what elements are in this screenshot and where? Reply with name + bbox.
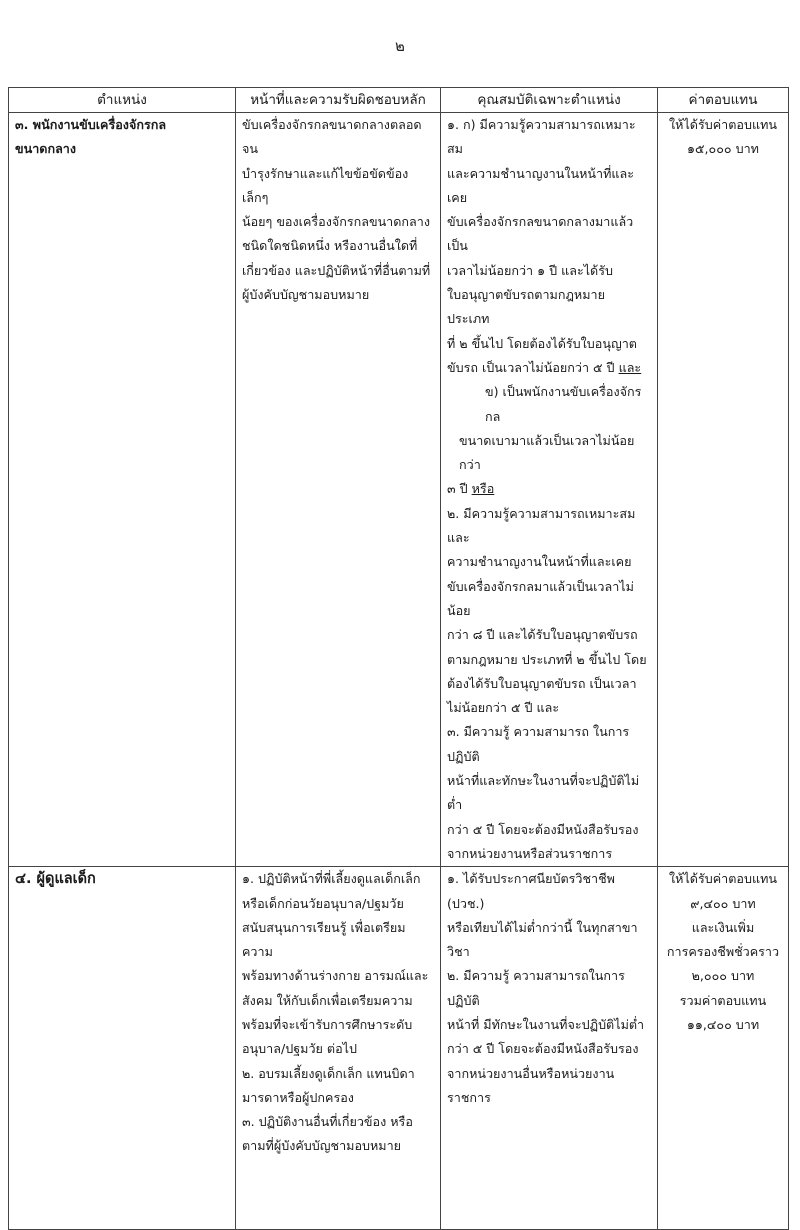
- compensation-line: และเงินเพิ่ม: [691, 919, 755, 935]
- qualification-line: ที่ ๒ ขึ้นไป โดยต้องได้รับใบอนุญาต: [447, 335, 637, 351]
- duty-line: ตามที่ผู้บังคับบัญชามอบหมาย: [242, 1138, 402, 1154]
- qualification-line: ๑. ได้รับประกาศนียบัตรวิชาชีพ (ปวช.): [447, 871, 615, 911]
- qualification-line: ขับเครื่องจักรกลขนาดกลางมาแล้วเป็น: [447, 214, 634, 254]
- header-duties: หน้าที่และความรับผิดชอบหลัก: [236, 88, 441, 113]
- qualification-text: ขับรถ เป็นเวลาไม่น้อยกว่า ๕ ปี: [447, 359, 615, 375]
- qualification-line: ๑. ก) มีความรู้ความสามารถเหมาะสม: [447, 117, 636, 157]
- qualification-line: หรือเทียบได้ไม่ต่ำกว่านี้ ในทุกสาขาวิชา: [447, 919, 638, 960]
- duty-line: พร้อมทางด้านร่างกาย อารมณ์และ: [242, 968, 429, 984]
- table-header-row: [9, 88, 789, 113]
- compensation-line: รวมค่าตอบแทน: [679, 992, 767, 1008]
- qualification-line: ใบอนุญาตขับรถตามกฎหมาย ประเภท: [447, 287, 605, 327]
- compensation-total: ๑๑,๔๐๐ บาท: [686, 1016, 760, 1032]
- qualification-line: [447, 477, 651, 501]
- compensation-line: ให้ได้รับค่าตอบแทน: [669, 117, 777, 132]
- duty-line: ชนิดใดชนิดหนึ่ง หรืองานอื่นใดที่: [242, 238, 418, 254]
- duty-line: ผู้บังคับบัญชามอบหมาย: [242, 287, 370, 303]
- duty-line: บำรุงรักษาและแก้ไขข้อขัดข้องเล็กๆ: [242, 165, 409, 205]
- header-compensation: ค่าตอบแทน: [658, 88, 789, 113]
- qualification-line: กว่า ๕ ปี โดยจะต้องมีหนังสือรับรอง: [447, 1041, 639, 1057]
- duty-line: ๒. อบรมเลี้ยงดูเด็กเล็ก แทนบิดา: [242, 1065, 415, 1081]
- qualification-line: เวลาไม่น้อยกว่า ๑ ปี และได้รับ: [447, 262, 613, 278]
- qualification-line: หน้าที่ มีทักษะในงานที่จะปฏิบัติไม่ต่ำ: [447, 1016, 645, 1032]
- duty-line: มารดาหรือผู้ปกครอง: [242, 1089, 354, 1105]
- compensation-amount: ๒,๐๐๐ บาท: [691, 968, 755, 984]
- duties-cell: [236, 113, 441, 867]
- position-title: ๔. ผู้ดูแลเด็ก: [15, 871, 96, 888]
- compensation-line: ให้ได้รับค่าตอบแทน: [669, 871, 777, 887]
- qualifications-cell: [441, 867, 658, 1230]
- position-title-cont: ขนาดกลาง: [15, 141, 77, 157]
- qualification-line: [447, 356, 651, 380]
- position-cell: [9, 113, 236, 867]
- header-position: ตำแหน่ง: [9, 88, 236, 113]
- compensation-cell: [658, 113, 789, 867]
- qualification-line: ขนาดเบามาแล้วเป็นเวลาไม่น้อยกว่า: [459, 432, 635, 473]
- position-cell: [9, 867, 236, 1230]
- position-title: ๓. พนักงานขับเครื่องจักรกล: [15, 117, 167, 132]
- duty-line: อนุบาล/ปฐมวัย ต่อไป: [242, 1041, 357, 1057]
- table-row: [9, 113, 789, 867]
- qualification-line: ๒. มีความรู้ความสามารถเหมาะสมและ: [447, 505, 636, 546]
- compensation-amount: ๙,๔๐๐ บาท: [690, 895, 756, 911]
- qualification-line: ต้องได้รับใบอนุญาตขับรถ เป็นเวลา: [447, 675, 637, 691]
- or-connector: หรือ: [471, 481, 495, 497]
- qualifications-cell: [441, 113, 658, 867]
- qualification-line: ขับเครื่องจักรกลมาแล้วเป็นเวลาไม่น้อย: [447, 578, 634, 618]
- qualification-line: กว่า ๕ ปี โดยจะต้องมีหนังสือรับรอง: [447, 821, 639, 837]
- qualification-line: และความชำนาญงานในหน้าที่และเคย: [447, 165, 634, 205]
- qualification-line: ๒. มีความรู้ ความสามารถในการปฏิบัติ: [447, 968, 625, 1008]
- qualification-line: จากหน่วยงานหรือส่วนราชการ: [447, 845, 613, 861]
- duty-line: ขับเครื่องจักรกลขนาดกลางตลอดจน: [242, 117, 422, 157]
- duty-line: สังคม ให้กับเด็กเพื่อเตรียมความ: [242, 992, 413, 1008]
- compensation-amount: ๑๕,๐๐๐ บาท: [687, 141, 759, 157]
- qualification-line: ข) เป็นพนักงานขับเครื่องจักรกล: [485, 384, 642, 424]
- compensation-line: การครองชีพชั่วคราว: [666, 944, 780, 960]
- duty-line: ๓. ปฏิบัติงานอื่นที่เกี่ยวข้อง หรือ: [242, 1114, 413, 1130]
- header-qualifications: คุณสมบัติเฉพาะตำแหน่ง: [441, 88, 658, 113]
- compensation-cell: [658, 867, 789, 1230]
- duty-line: สนับสนุนการเรียนรู้ เพื่อเตรียมความ: [242, 919, 406, 960]
- duty-line: หรือเด็กก่อนวัยอนุบาล/ปฐมวัย: [242, 895, 404, 911]
- duty-line: ๑. ปฏิบัติหน้าที่พี่เลี้ยงดูแลเด็กเล็ก: [242, 871, 421, 887]
- qualification-line: ๓. มีความรู้ ความสามารถ ในการปฏิบัติ: [447, 724, 630, 764]
- qualification-line: หน้าที่และทักษะในงานที่จะปฏิบัติไม่ต่ำ: [447, 773, 640, 813]
- duty-line: เกี่ยวข้อง และปฏิบัติหน้าที่อื่นตามที่: [242, 262, 431, 278]
- qualification-line: กว่า ๘ ปี และได้รับใบอนุญาตขับรถ: [447, 627, 638, 643]
- positions-table: [8, 87, 789, 1230]
- qualification-line: ไม่น้อยกว่า ๕ ปี และ: [447, 700, 560, 716]
- and-connector: และ: [618, 359, 642, 375]
- duty-line: พร้อมที่จะเข้ารับการศึกษาระดับ: [242, 1016, 413, 1032]
- duty-line: น้อยๆ ของเครื่องจักรกลขนาดกลาง: [242, 214, 430, 230]
- qualification-line: ตามกฎหมาย ประเภทที่ ๒ ขึ้นไป โดย: [447, 651, 647, 667]
- page-number: ๒: [395, 37, 405, 55]
- table-row: [9, 867, 789, 1230]
- qualification-text: ๓ ปี: [447, 481, 468, 497]
- qualification-line: ความชำนาญงานในหน้าที่และเคย: [447, 554, 632, 570]
- qualification-line: จากหน่วยงานอื่นหรือหน่วยงานราชการ: [447, 1065, 615, 1105]
- duties-cell: [236, 867, 441, 1230]
